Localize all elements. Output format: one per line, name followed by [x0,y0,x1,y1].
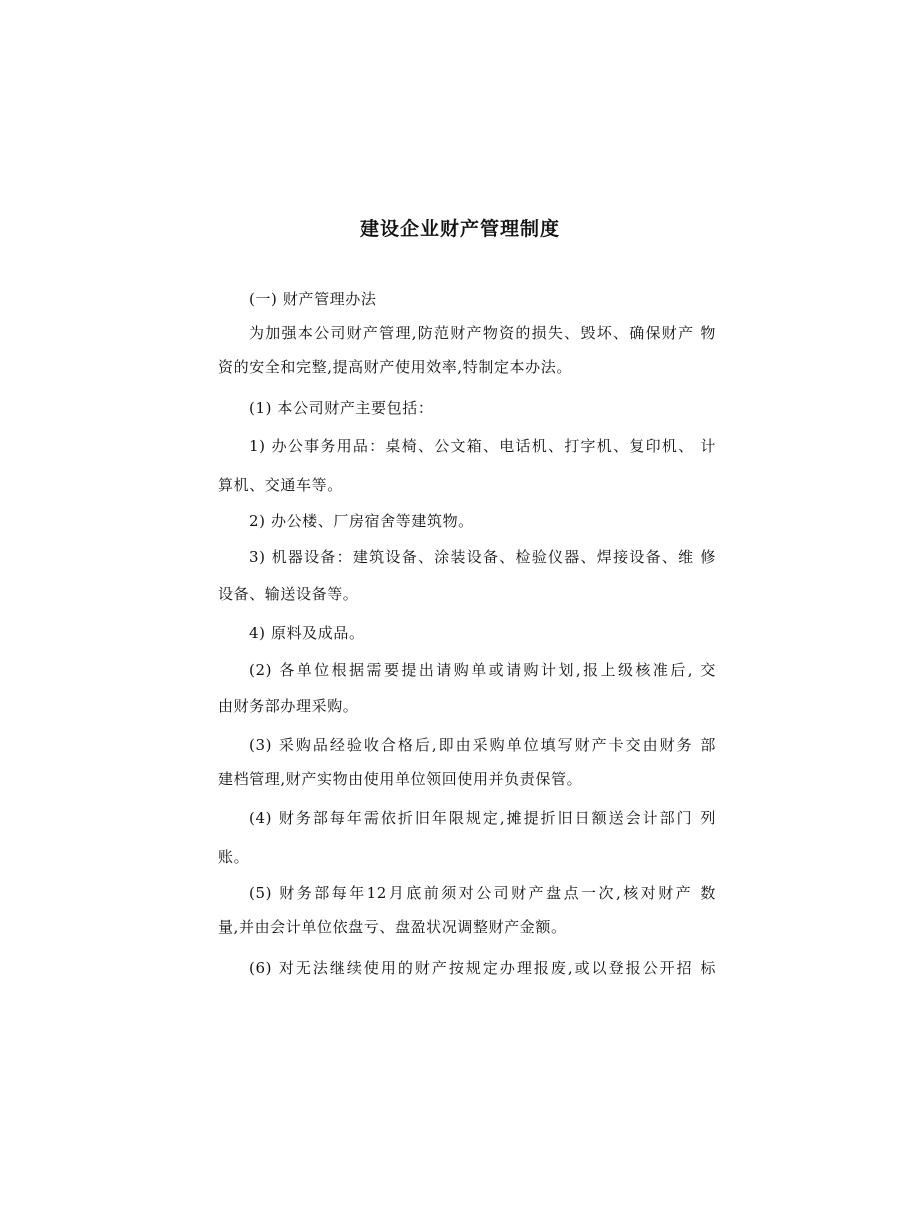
paragraph-line: (5) 财务部每年12月底前须对公司财产盘点一次,核对财产 数 [249,884,716,902]
list-item-line: 2) 办公楼、厂房宿舍等建筑物。 [249,512,474,530]
list-item-line: 4) 原料及成品。 [249,624,365,642]
paragraph-line: (4) 财务部每年需依折旧年限规定,摊提折旧日额送会计部门 列 [249,809,716,827]
list-item-line: 算机、交通车等。 [218,476,343,494]
paragraph-line: 由财务部办理采购。 [218,697,359,715]
list-item-line: 3) 机器设备：建筑设备、涂装设备、检验仪器、焊接设备、维 修 [249,548,716,566]
list-item-line: 设备、输送设备等。 [218,585,359,603]
list-item-line: 1) 办公事务用品：桌椅、公文箱、电话机、打字机、复印机、 计 [249,437,716,455]
paragraph-line: (1) 本公司财产主要包括： [249,399,434,417]
paragraph-line: (2) 各单位根据需要提出请购单或请购计划,报上级核准后, 交 [249,661,716,679]
paragraph-line: 为加强本公司财产管理,防范财产物资的损失、毁坏、确保财产 物 [249,324,716,342]
paragraph-line: (3) 采购品经验收合格后,即由采购单位填写财产卡交由财务 部 [249,736,716,754]
paragraph-line: 账。 [218,848,250,866]
paragraph-line: 建档管理,财产实物由使用单位领回使用并负责保管。 [218,770,583,788]
paragraph-line: 资的安全和完整,提高财产使用效率,特制定本办法。 [218,358,572,376]
paragraph-line: (6) 对无法继续使用的财产按规定办理报废,或以登报公开招 标 [249,959,716,977]
section-heading: (一) 财产管理办法 [249,290,377,308]
document-title: 建设企业财产管理制度 [359,218,560,240]
paragraph-line: 量,并由会计单位依盘亏、盘盈状况调整财产金额。 [218,918,567,936]
